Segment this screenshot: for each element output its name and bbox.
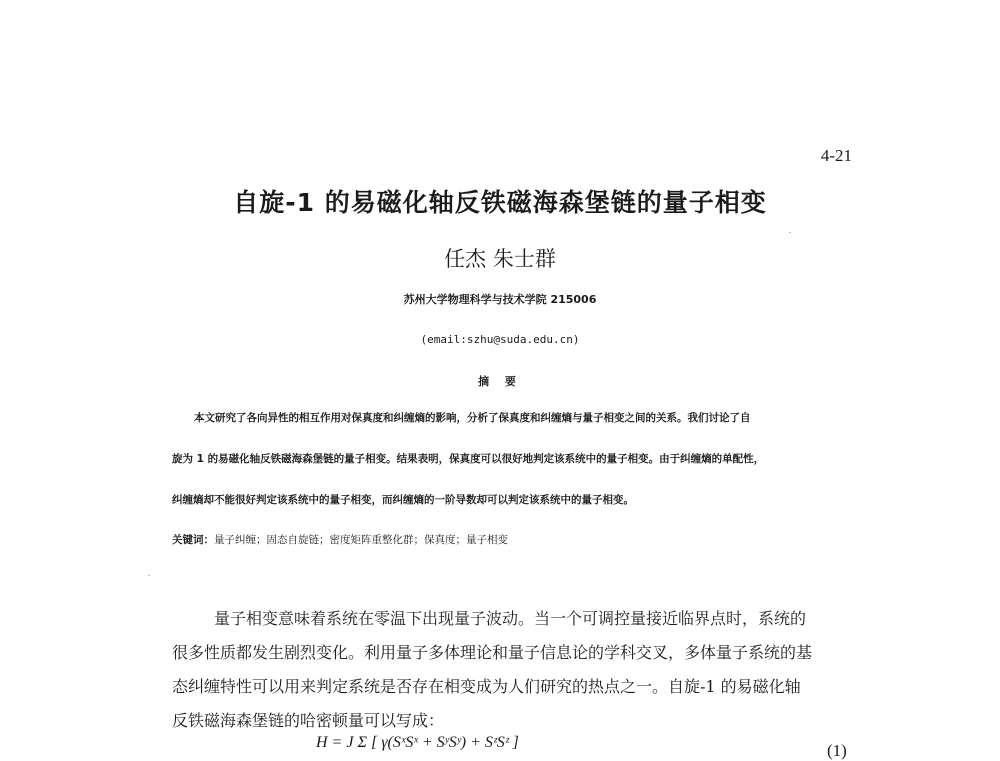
authors: 任杰 朱士群 — [444, 247, 556, 271]
scan-speck — [148, 575, 150, 576]
email: (email:szhu@suda.edu.cn) — [420, 333, 580, 346]
equation-number: (1) — [827, 741, 847, 760]
affiliation: 苏州大学物理科学与技术学院 215006 — [403, 293, 597, 306]
equation: H = J Σ [ γ(SˣSˣ + SʸSʸ) + SᶻSᶻ ] — [316, 734, 519, 751]
abstract-line: 旋为 1 的易磁化轴反铁磁海森堡链的量子相变。结果表明，保真度可以很好地判定该系统中的量子相变。由于纠缠熵的单配性， — [172, 453, 765, 465]
keywords-label: 关键词： — [172, 534, 214, 546]
abstract-line: 本文研究了各向异性的相互作用对保真度和纠缠熵的影响，分析了保真度和纠缠熵与量子相变之间的关系。我们讨论了自 — [194, 412, 751, 424]
keywords — [172, 532, 508, 547]
body-line: 量子相变意味着系统在零温下出现量子波动。当一个可调控量接近临界点时，系统的 — [214, 609, 807, 628]
body-line: 态纠缠特性可以用来判定系统是否存在相变成为人们研究的热点之一。自旋-1 的易磁化轴 — [172, 677, 801, 696]
body-line: 很多性质都发生剧烈变化。利用量子多体理论和量子信息论的学科交叉，多体量子系统的基 — [172, 643, 813, 662]
keywords-text: 量子纠缠；固态自旋链；密度矩阵重整化群；保真度；量子相变 — [214, 534, 508, 546]
paper-title: 自旋-1 的易磁化轴反铁磁海森堡链的量子相变 — [233, 188, 767, 217]
abstract-heading: 摘 要 — [478, 375, 522, 388]
page-number: 4-21 — [820, 146, 852, 165]
body-line: 反铁磁海森堡链的哈密顿量可以写成： — [172, 711, 445, 730]
abstract-line: 纠缠熵却不能很好判定该系统中的量子相变，而纠缠熵的一阶导数却可以判定该系统中的量子相变。 — [172, 494, 634, 506]
scan-speck — [789, 232, 791, 233]
